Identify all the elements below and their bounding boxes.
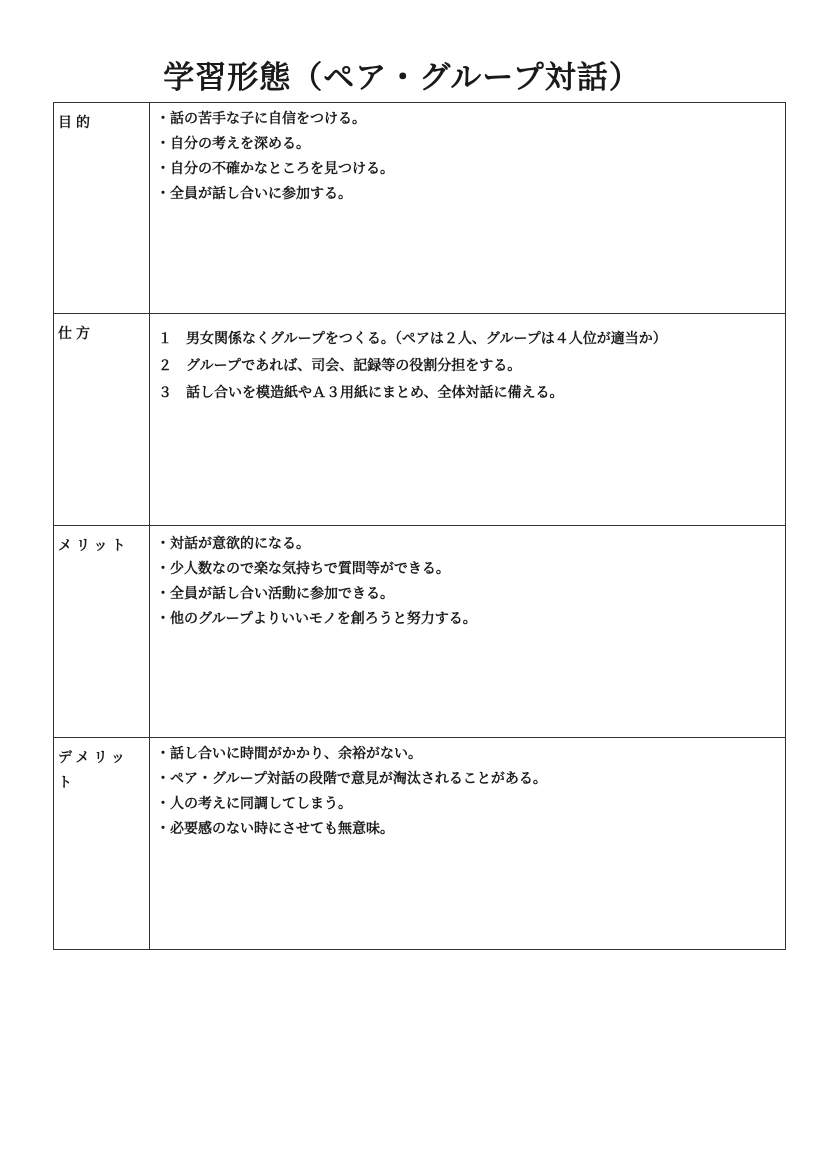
page-title: 学習形態（ペア・グループ対話） — [163, 60, 641, 96]
list-item: ・全員が話し合いに参加する。 — [156, 186, 352, 202]
column-divider — [149, 526, 150, 737]
row-label-demerit: デメリット — [58, 750, 129, 791]
list-item: ・対話が意欲的になる。 — [156, 536, 310, 552]
row-label-purpose: 目的 — [58, 115, 94, 131]
list-item: ２ グループであれば、司会、記録等の役割分担をする。 — [158, 358, 522, 374]
list-item: １ 男女関係なくグループをつくる。（ペアは２人、グループは４人位が適当か） — [158, 331, 667, 347]
method-list — [158, 326, 779, 407]
list-item: ・少人数なので楽な気持ちで質問等ができる。 — [156, 561, 450, 577]
column-divider — [149, 103, 150, 313]
list-item: ・話し合いに時間がかかり、余裕がない。 — [156, 746, 422, 762]
row-label-merit: メリット — [58, 538, 130, 554]
row-label-method: 仕方 — [58, 326, 94, 342]
list-item: ・自分の不確かなところを見つける。 — [156, 161, 394, 177]
table-row-purpose — [54, 103, 785, 313]
table-row-demerit — [54, 737, 785, 949]
list-item: ・他のグループよりいいモノを創ろうと努力する。 — [156, 611, 477, 627]
list-item: ・自分の考えを深める。 — [156, 136, 310, 152]
list-item: ・人の考えに同調してしまう。 — [156, 796, 352, 812]
column-divider — [149, 314, 150, 525]
column-divider — [149, 738, 150, 949]
table-row-method — [54, 313, 785, 525]
demerit-list — [156, 742, 779, 842]
list-item: ・全員が話し合い活動に参加できる。 — [156, 586, 394, 602]
list-item: ３ 話し合いを模造紙やＡ３用紙にまとめ、全体対話に備える。 — [158, 385, 564, 401]
merit-list — [156, 532, 779, 632]
list-item: ・ペア・グループ対話の段階で意見が淘汰されることがある。 — [156, 771, 547, 787]
list-item: ・必要感のない時にさせても無意味。 — [156, 821, 394, 837]
list-item: ・話の苦手な子に自信をつける。 — [156, 111, 366, 127]
table-row-merit — [54, 525, 785, 737]
purpose-list — [156, 107, 779, 207]
learning-format-table — [53, 102, 786, 950]
